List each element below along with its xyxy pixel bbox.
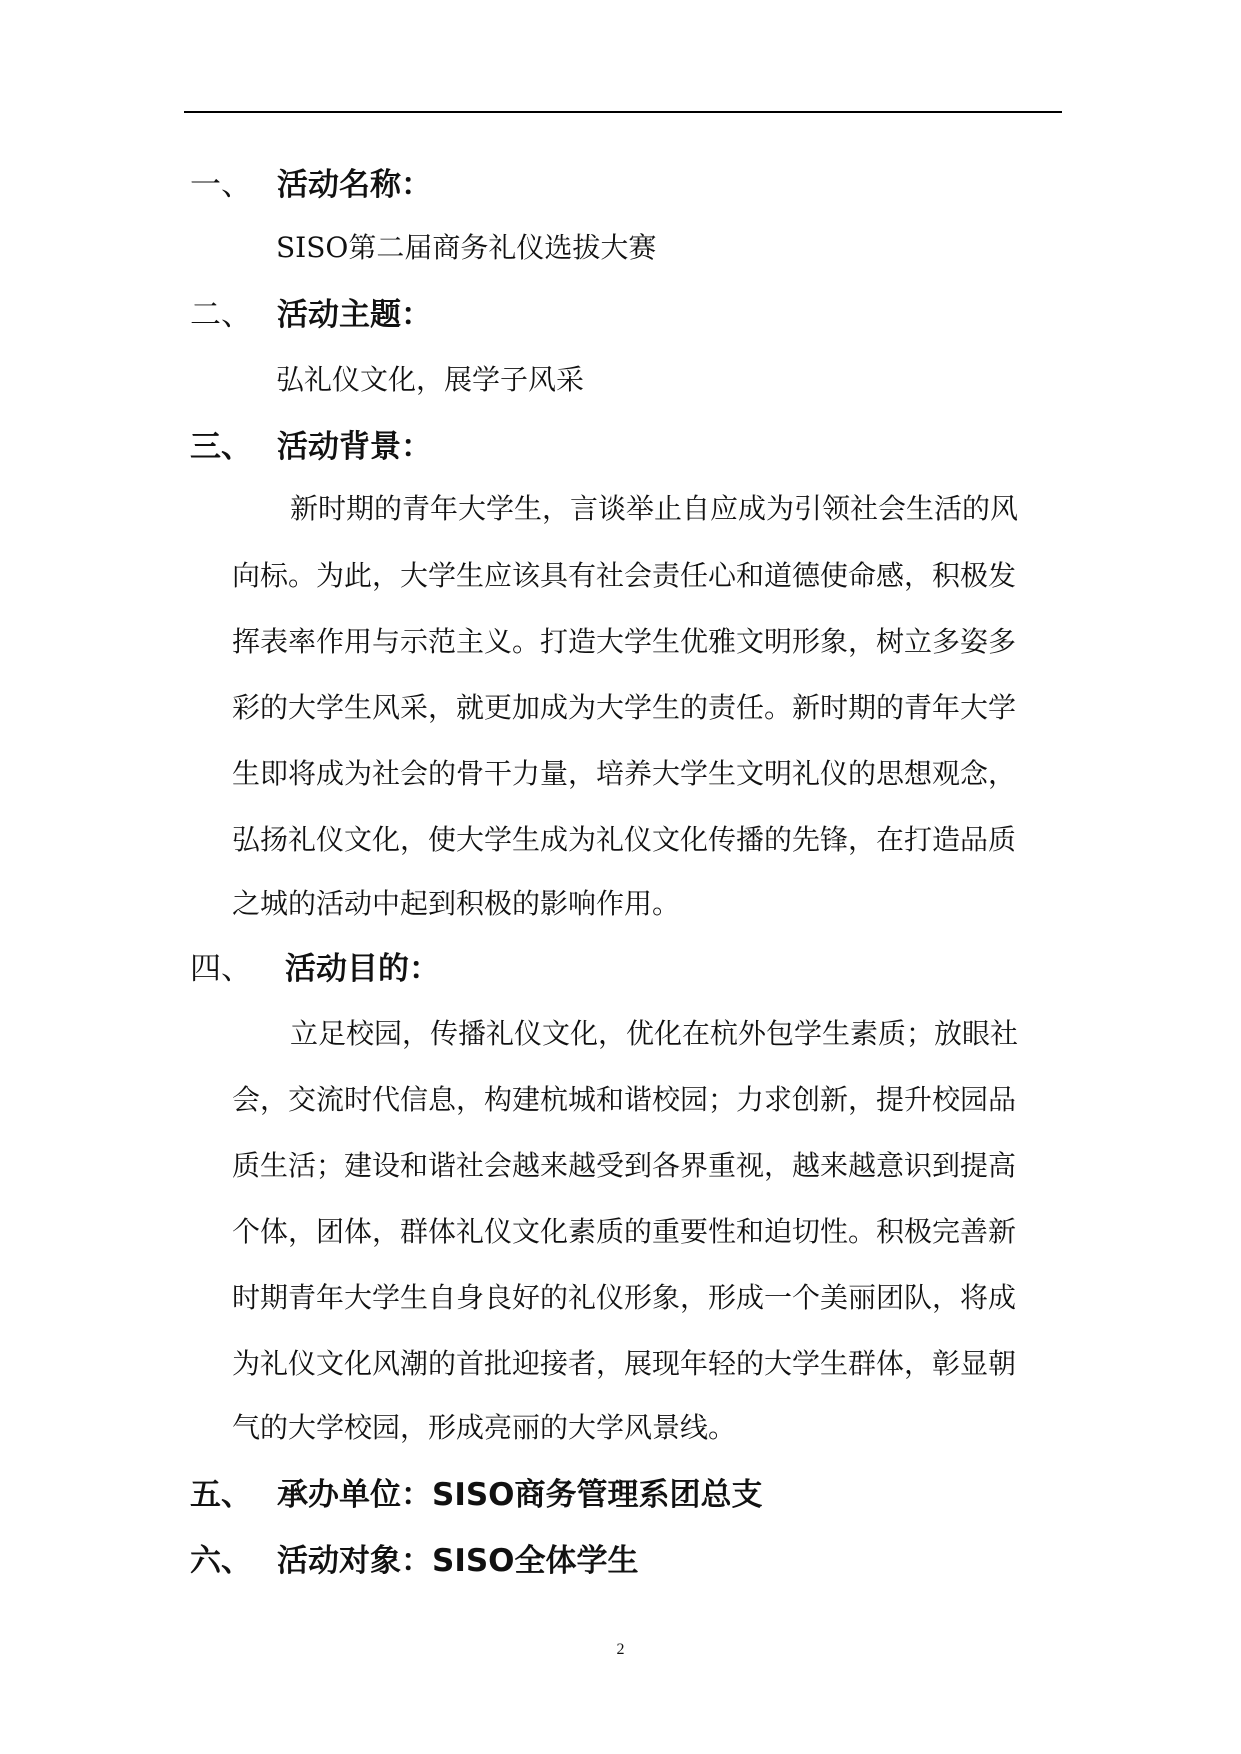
section-number: 一、 (190, 167, 252, 203)
section-title: 活动目的： (285, 951, 440, 987)
section-4-body-line: 个体，团体，群体礼仪文化素质的重要性和迫切性。积极完善新 (232, 1215, 1017, 1248)
section-number: 四、 (190, 951, 252, 987)
section-3-body-line: 弘扬礼仪文化，使大学生成为礼仪文化传播的先锋，在打造品质 (232, 823, 1017, 856)
section-4-body-line: 质生活；建设和谐社会越来越受到各界重视，越来越意识到提高 (232, 1149, 1017, 1182)
section-title: 活动背景： (277, 429, 432, 465)
section-4-body-line: 立足校园，传播礼仪文化，优化在杭外包学生素质；放眼社 (290, 1017, 1019, 1050)
section-3-body-line: 生即将成为社会的骨干力量，培养大学生文明礼仪的思想观念， (232, 757, 1017, 790)
section-number: 五、 (190, 1477, 252, 1513)
section-4-body-line: 时期青年大学生自身良好的礼仪形象，形成一个美丽团队，将成 (232, 1281, 1017, 1314)
section-heading-1 (190, 163, 1060, 207)
section-3-body-line: 挥表率作用与示范主义。打造大学生优雅文明形象，树立多姿多 (232, 625, 1017, 658)
section-heading-5 (190, 1473, 1060, 1517)
section-heading-3 (190, 425, 1060, 469)
section-title: 承办单位：SISO商务管理系团总支 (277, 1477, 763, 1513)
section-title: 活动名称： (277, 167, 432, 203)
section-number: 六、 (190, 1543, 252, 1579)
section-4-body-line: 会，交流时代信息，构建杭城和谐校园；力求创新，提升校园品 (232, 1083, 1017, 1116)
section-3-body-line: 之城的活动中起到积极的影响作用。 (232, 887, 681, 920)
page-number: 2 (616, 1641, 625, 1658)
section-3-body-line: 向标。为此，大学生应该具有社会责任心和道德使命感，积极发 (232, 559, 1017, 592)
section-heading-6 (190, 1539, 1060, 1583)
section-heading-4 (190, 947, 1060, 991)
section-2-body-line: 弘礼仪文化，展学子风采 (276, 363, 585, 396)
section-title: 活动主题： (277, 297, 432, 333)
section-heading-2 (190, 293, 1060, 337)
section-4-body-line: 为礼仪文化风潮的首批迎接者，展现年轻的大学生群体，彰显朝 (232, 1347, 1017, 1380)
section-3-body-line: 新时期的青年大学生，言谈举止自应成为引领社会生活的风 (290, 492, 1019, 525)
section-number: 二、 (190, 297, 252, 333)
section-number: 三、 (190, 429, 252, 465)
section-3-body-line: 彩的大学生风采，就更加成为大学生的责任。新时期的青年大学 (232, 691, 1017, 724)
section-1-body-line: SISO第二届商务礼仪选拔大赛 (276, 231, 657, 264)
section-4-body-line: 气的大学校园，形成亮丽的大学风景线。 (232, 1411, 737, 1444)
section-title: 活动对象：SISO全体学生 (277, 1543, 639, 1579)
